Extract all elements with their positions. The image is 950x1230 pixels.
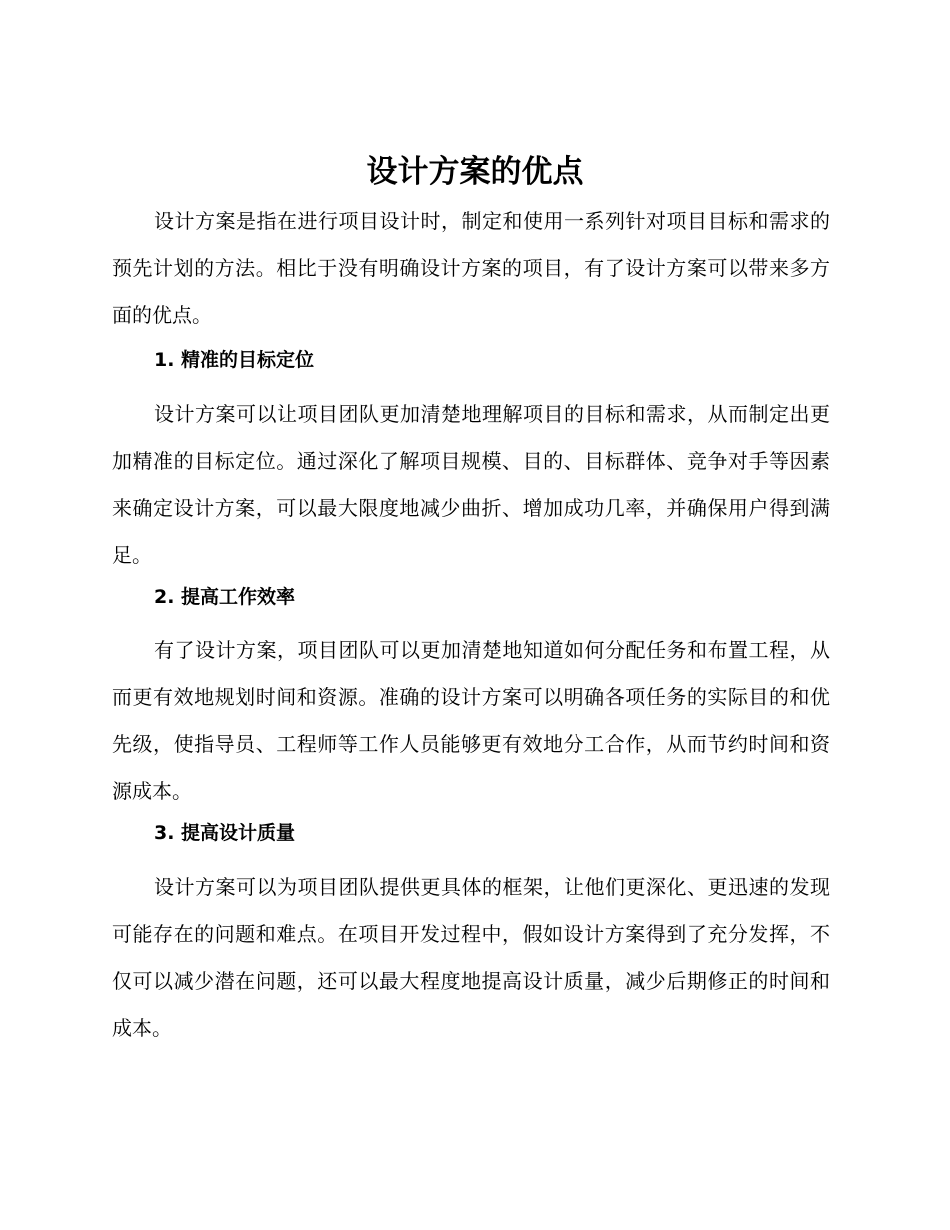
section-heading-1: 1. 精准的目标定位 [154,349,315,371]
page-title: 设计方案的优点 [366,154,584,190]
intro-paragraph: 设计方案是指在进行项目设计时，制定和使用一系列针对项目目标和需求的预先计划的方法。相比于没有明确设计方案的项目，有了设计方案可以带来多方面的优点。 [112,209,830,327]
section-heading-3: 3. 提高设计质量 [154,822,296,844]
section-heading-2: 2. 提高工作效率 [154,586,296,608]
section-paragraph-2: 有了设计方案，项目团队可以更加清楚地知道如何分配任务和布置工程，从而更有效地规划时间和资源。准确的设计方案可以明确各项任务的实际目的和优先级，使指导员、工程师等工作人员能够更有效地分工合作，从而节约时间和资源成本。 [112,638,830,803]
section-paragraph-3: 设计方案可以为项目团队提供更具体的框架，让他们更深化、更迅速的发现可能存在的问题和难点。在项目开发过程中，假如设计方案得到了充分发挥，不仅可以减少潜在问题，还可以最大程度地提高设计质量，减少后期修正的时间和成本。 [112,875,830,1040]
section-paragraph-1: 设计方案可以让项目团队更加清楚地理解项目的目标和需求，从而制定出更加精准的目标定位。通过深化了解项目规模、目的、目标群体、竞争对手等因素来确定设计方案，可以最大限度地减少曲折、增加成功几率，并确保用户得到满足。 [112,402,830,567]
